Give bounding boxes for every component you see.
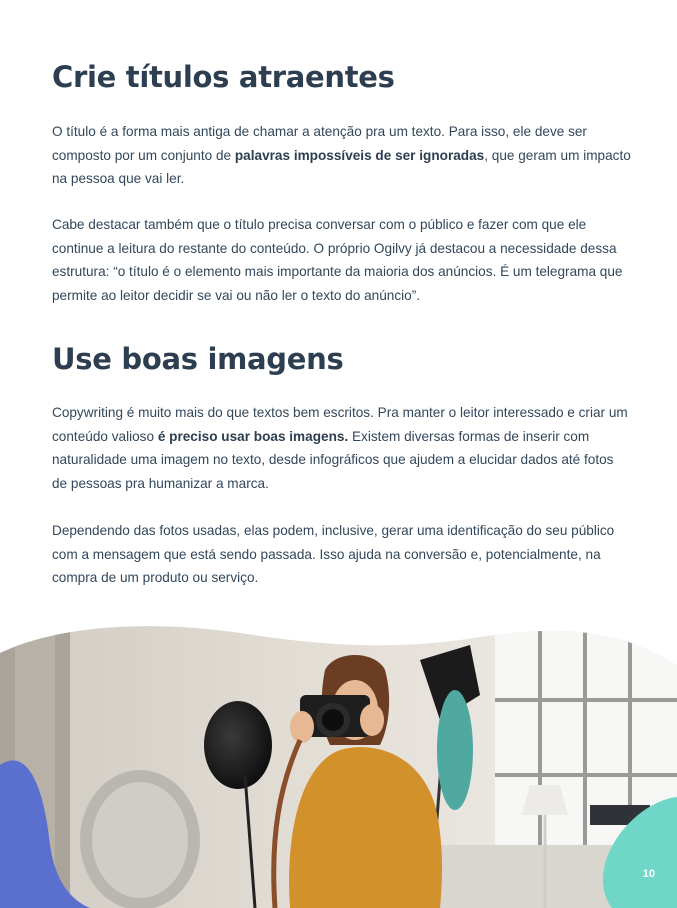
photo-section [0,615,677,908]
text-run: Copywriting é muito mais do que textos bem escritos. Pra manter o leitor interessado e criar um conteúdo valioso [52,405,628,444]
bold-text-run: palavras impossíveis de ser ignoradas [234,147,485,163]
paragraph-copywriting [52,401,632,495]
text-run: , que geram um impacto na pessoa que vai ler. [52,147,631,186]
page-number: 10 [642,868,655,880]
text-run: Cabe destacar também que o título precisa conversar com o público e fazer com que ele continue a leitura do restante do conteúdo. O próprio Ogilvy já destacou a necessidade dessa estrutura: “o título é o elemento mais importante da maioria dos anúncios. É um telegrama que permite ao leitor decidir se vai ou não ler o texto do anúncio”. [52,217,623,303]
paragraph-ogilvy [52,213,632,307]
bold-text-run: é preciso usar boas imagens. [157,428,349,444]
heading-crie-titulos: Crie títulos atraentes [52,60,395,94]
text-run: Dependendo das fotos usadas, elas podem, inclusive, gerar uma identificação do seu público com a mensagem que está sendo passada. Isso ajuda na conversão e, potencialmente, na compra de um produto ou serviço. [52,523,615,585]
paragraph-titulo-intro [52,120,632,191]
paragraph-fotos [52,519,632,590]
text-run: Existem diversas formas de inserir com naturalidade uma imagem no texto, desde infográficos que ajudem a elucidar dados até fotos de pessoas pra humanizar a marca. [52,428,614,491]
heading-use-boas-imagens: Use boas imagens [52,342,344,376]
text-run: O título é a forma mais antiga de chamar a atenção pra um texto. Para isso, ele deve ser composto por um conjunto de [52,124,587,163]
photographer-photo [0,615,677,908]
